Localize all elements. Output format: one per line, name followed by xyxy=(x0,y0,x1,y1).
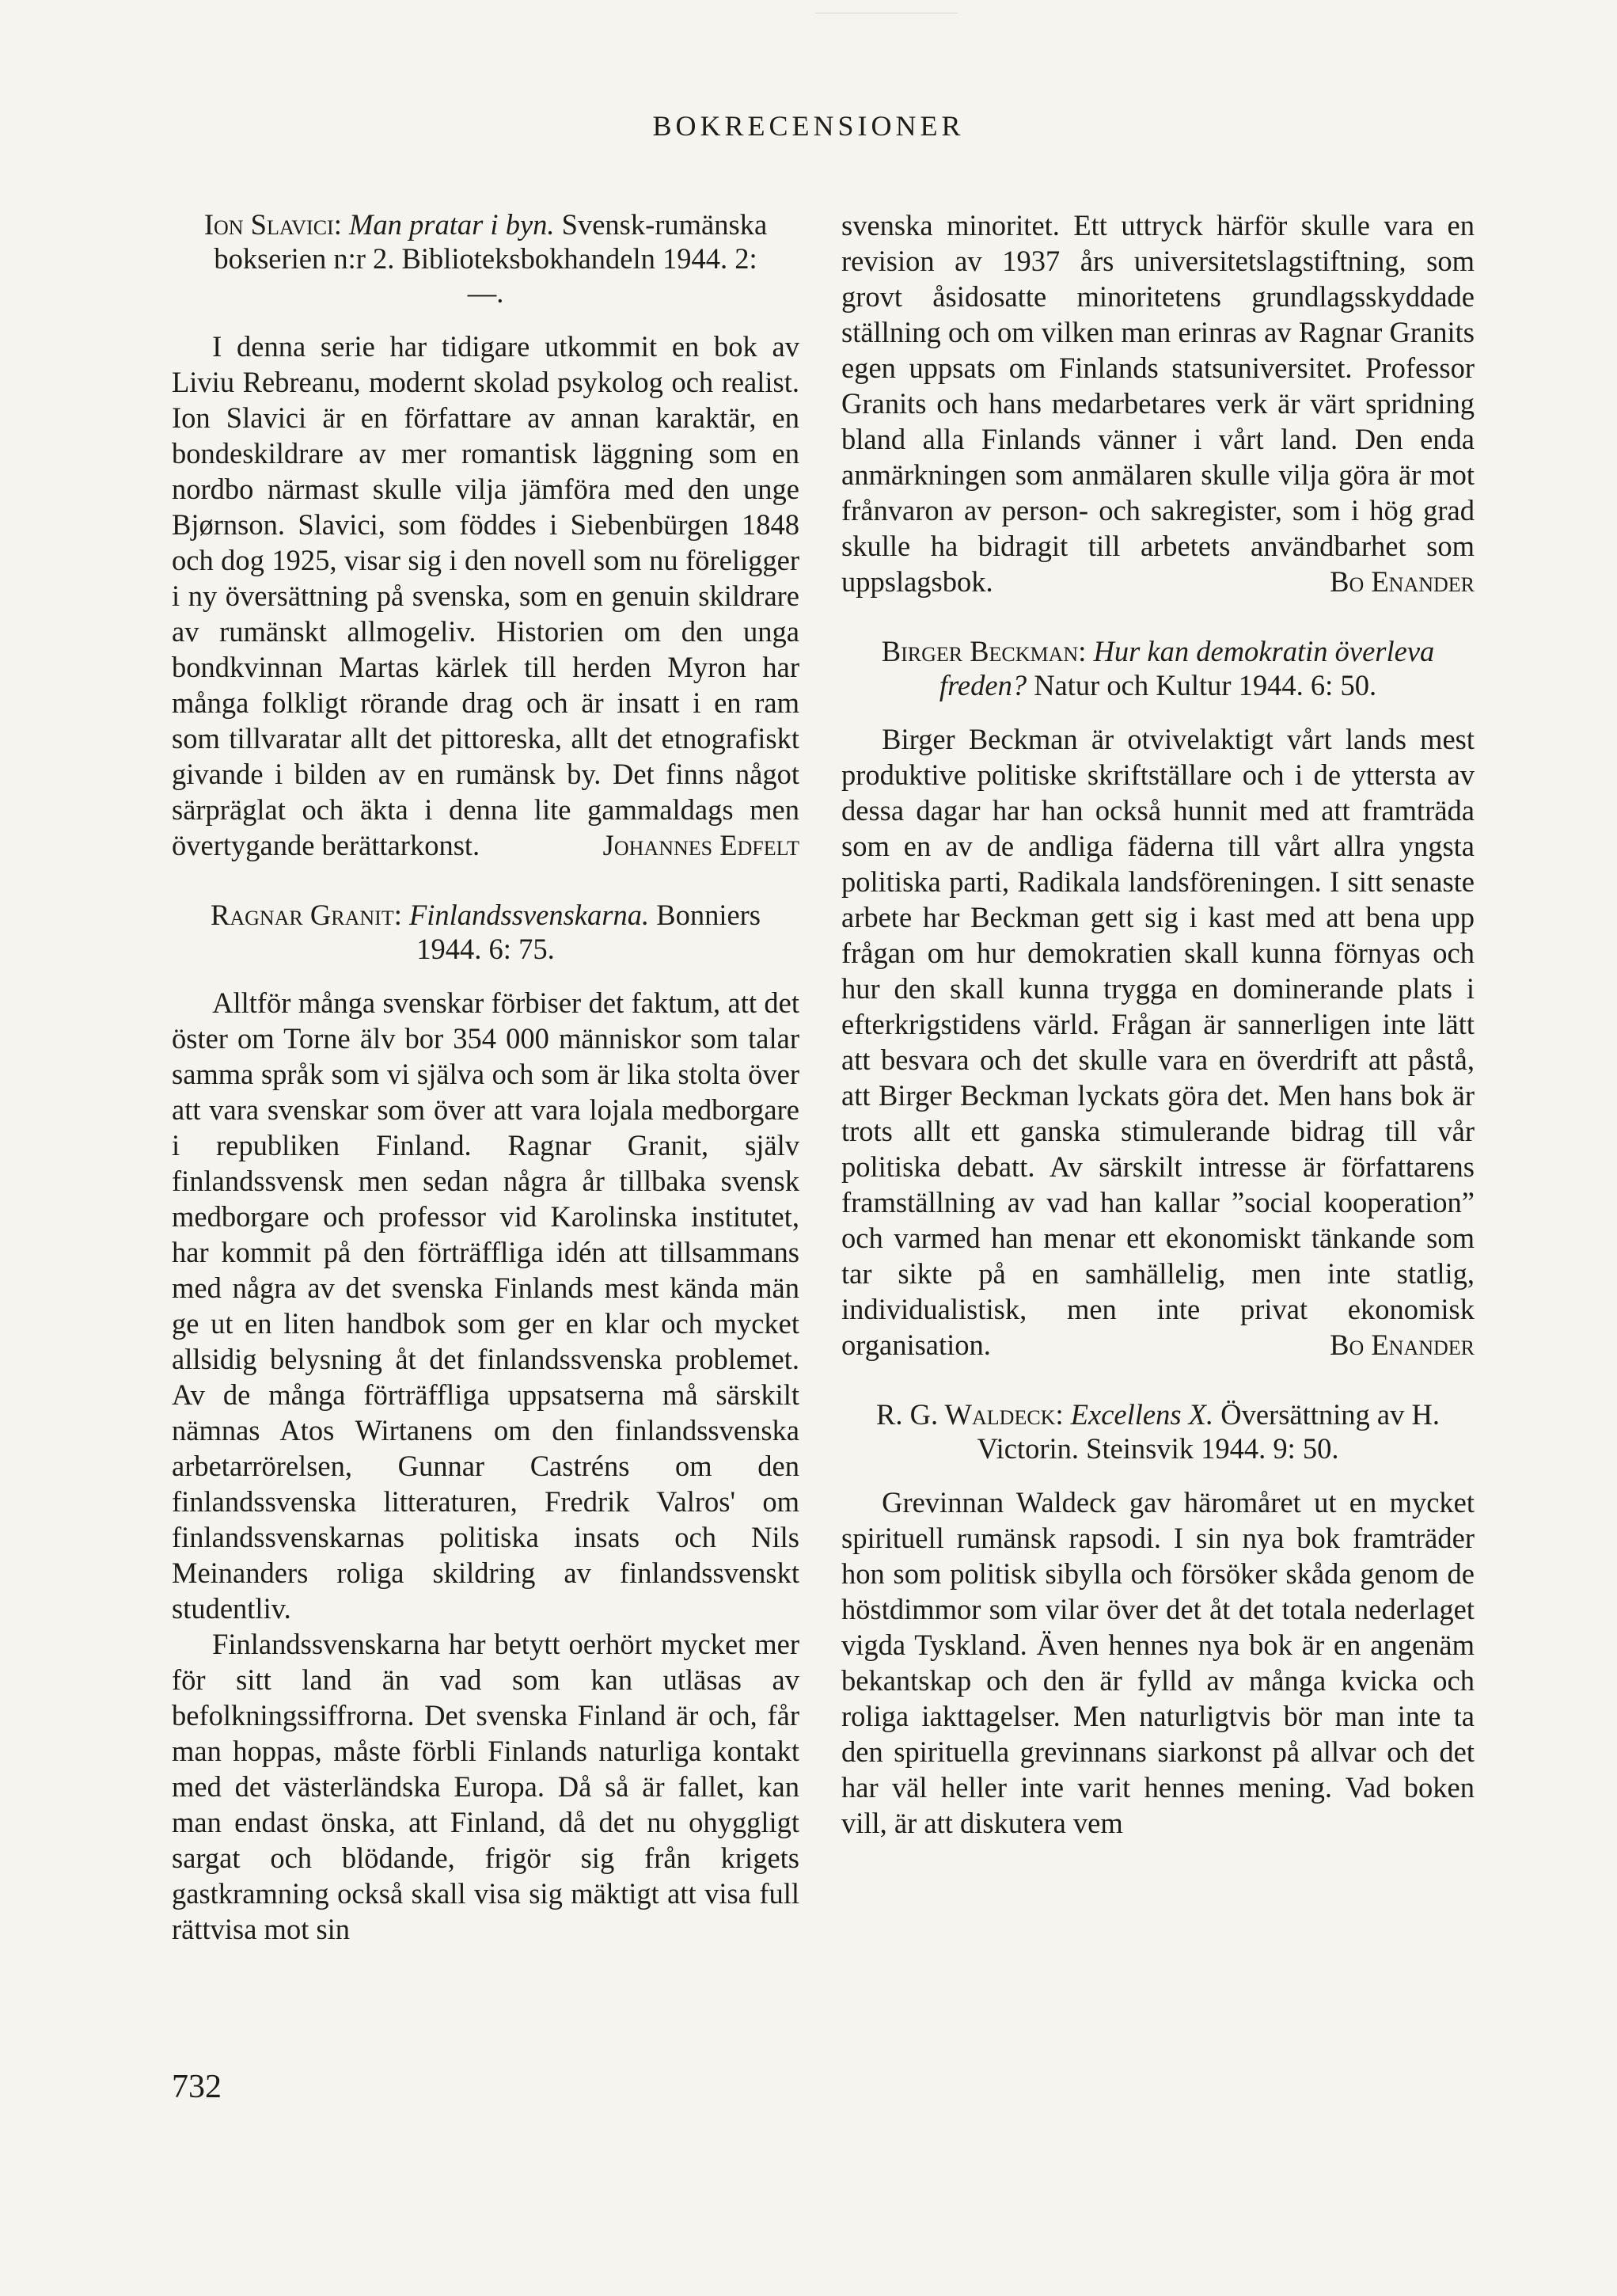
review-signature: Bo Enander xyxy=(1330,565,1475,598)
review-title: Hur kan demokratin överleva freden? xyxy=(939,635,1435,701)
review-body xyxy=(841,207,1475,599)
review-body xyxy=(841,721,1475,1363)
review-author: Ragnar Granit: xyxy=(210,899,402,931)
review-publication: Översättning av H. Victorin. Steinsvik 1944. 9: 50. xyxy=(977,1398,1440,1465)
review-body xyxy=(172,985,799,1947)
review-paragraph: Alltför många svenskar förbiser det faktum, att det öster om Torne älv bor 354 000 människor som talar samma språk som vi själva och som är lika stolta över att vara svenskar som över att vara lojala medborgare i republiken Finland. Ragnar Granit, själv finlandssvensk men sedan några år tillbaka svensk medborgare och professor vid Karolinska institutet, har kommit på den förträffliga idén att tillsammans med några av det svenska Finlands mest kända män ge ut en liten handbok som ger en klar och mycket allsidig belysning åt det finlandssvenska problemet. Av de många förträffliga uppsatserna må särskilt nämnas Atos Wirtanens om den finlandssvenska arbetarrörelsen, Gunnar Castréns om den finlandssvenska litteraturen, Fredrik Valros' om finlandssvenskarnas politiska insats och Nils Meinanders roliga skildring av finlandssvenskt studentliv. xyxy=(172,986,799,1625)
review-heading xyxy=(194,898,777,966)
review-text: I denna serie har tidigare utkommit en bok av Liviu Rebreanu, modernt skolad psykolog och realist. Ion Slavici är en författare av annan karaktär, en bondeskildrare av mer romantisk läggning som en nordbo närmast skulle vilja jämföra med den unge Bjørnson. Slavici, som föddes i Siebenbürgen 1848 och dog 1925, visar sig i den novell som nu föreligger i ny översättning på svenska, som en genuin skildrare av rumänskt allmogeliv. Historien om den unga bondkvinnan Martas kärlek till herden Myron har många folkligt rörande drag och är insatt i en ram som tillvaratar allt det pittoreska, allt det etnografiskt givande i bilden av en rumänsk by. Det finns något särpräglat och äkta i denna lite gammaldags men övertygande berättarkonst. xyxy=(172,330,799,861)
review-paragraph: Finlandssvenskarna har betytt oerhört mycket mer för sitt land än vad som kan utläsas av befolkningssiffrorna. Det svenska Finland är och, får man hoppas, måste förbli Finlands naturliga kontakt med det västerländska Europa. Då så är fallet, kan man endast önska, att Finland, då det nu ohyggligt sargat och blödande, frigör sig från krigets gastkramning också skall visa sig mäktigt att visa full rättvisa mot sin xyxy=(172,1628,799,1945)
review-text: svenska minoritet. Ett uttryck härför skulle vara en revision av 1937 års universitetslagstiftning, som grovt åsidosatte minoritetens grundlagsskyddade ställning och om vilken man erinras av Ragnar Granits egen uppsats om Finlands statsuniversitet. Professor Granits och hans medarbetares verk är värt spridning bland alla Finlands vänner i vårt land. Den enda anmärkningen som anmälaren skulle vilja göra är mot frånvaron av person- och sakregister, som i hög grad skulle ha bidragit till arbetets användbarhet som uppslagsbok. xyxy=(841,209,1475,598)
review-author: Ion Slavici: xyxy=(203,208,342,241)
review-title: Man pratar i byn. xyxy=(348,208,555,241)
right-column xyxy=(841,207,1475,1876)
running-header: BOKRECENSIONER xyxy=(652,110,965,142)
review-heading xyxy=(864,634,1452,702)
review-beckman xyxy=(841,634,1475,1363)
review-author: Birger Beckman: xyxy=(881,635,1087,667)
review-publication: Bonniers 1944. 6: 75. xyxy=(416,899,761,965)
review-signature: Johannes Edfelt xyxy=(602,829,799,861)
review-granit-continued xyxy=(841,207,1475,599)
review-signature: Bo Enander xyxy=(1330,1329,1475,1361)
review-publication: Svensk-rumänska bokserien n:r 2. Biblioteksbokhandeln 1944. 2: —. xyxy=(214,208,768,309)
review-heading xyxy=(194,207,777,310)
page-number: 732 xyxy=(172,2069,222,2105)
review-title: Finlandssvenskarna. xyxy=(408,899,650,931)
review-granit xyxy=(172,898,799,1947)
review-paragraph: Grevinnan Waldeck gav häromåret ut en mycket spirituell rumänsk rapsodi. I sin nya bok framträder hon som politisk sibylla och försöker skåda genom de höstdimmor som vilar över det åt det totala nederlaget vigda Tyskland. Även hennes nya bok är en angenäm bekantskap och den är fylld av många kvicka och roliga iakttagelser. Men naturligtvis bör man inte ta den spirituella grevinnans siarkonst på allvar och det har väl heller inte varit hennes mening. Vad boken vill, är att diskutera vem xyxy=(841,1486,1475,1839)
review-title: Excellens X. xyxy=(1070,1398,1214,1431)
left-column xyxy=(172,207,799,1982)
review-heading xyxy=(864,1397,1452,1465)
review-text: Birger Beckman är otvivelaktigt vårt lands mest produktive politiske skriftställare och i de yttersta av dessa dagar har han också hunnit med att framträda som en av de andliga fäderna till vårt allra yngsta politiska parti, Radikala landsföreningen. I sitt senaste arbete har Beckman gett sig i kast med att bena upp frågan om hur demokratien skall kunna förnyas och hur den skall kunna trygga en dominerande plats i efterkrigstidens värld. Frågan är sannerligen inte lätt att besvara och det skulle vara en överdrift att påstå, att Birger Beckman lyckats göra det. Men hans bok är trots allt ett ganska stimulerande bidrag till vår politiska debatt. Av särskilt intresse är författarens framställning av vad han kallar ”social kooperation” och varmed han menar ett ekonomiskt tänkande som tar sikte på en samhällelig, men inte statlig, individualistisk, men inte privat ekonomisk organisation. xyxy=(841,723,1475,1361)
review-waldeck xyxy=(841,1397,1475,1841)
review-body xyxy=(172,329,799,863)
review-body xyxy=(841,1484,1475,1841)
review-slavici xyxy=(172,207,799,863)
review-author: R. G. Waldeck: xyxy=(876,1398,1064,1431)
review-publication: Natur och Kultur 1944. 6: 50. xyxy=(1034,669,1377,701)
